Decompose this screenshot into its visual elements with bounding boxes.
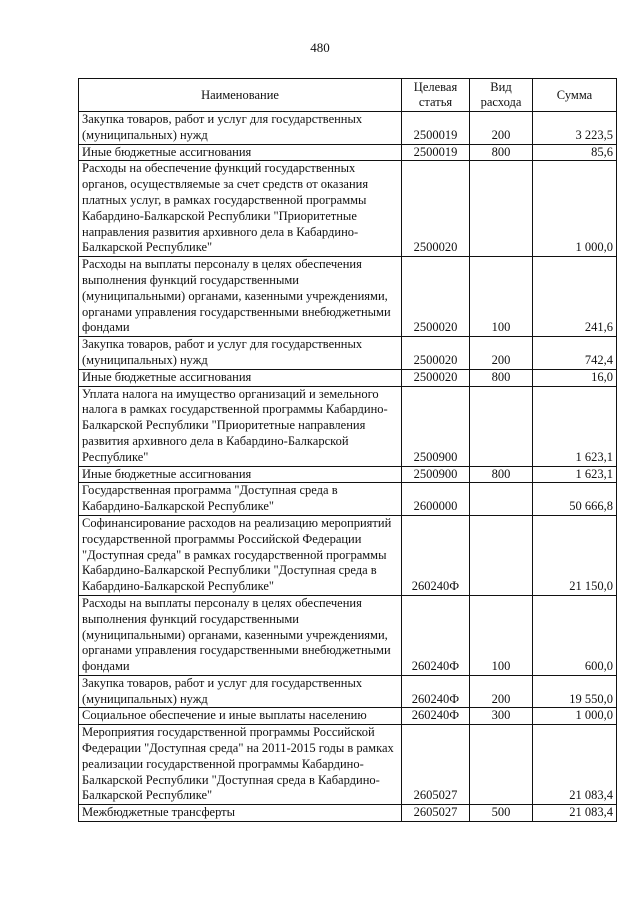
row-name: Софинансирование расходов на реализацию мероприятий государственной программы Российской Федерации "Доступная среда" в рамках государственной программы Кабардино-Балкарской Республики "Доступная среда в Кабардино-Балкарской Республике" — [79, 515, 402, 595]
row-name: Государственная программа "Доступная среда в Кабардино-Балкарской Республике" — [79, 483, 402, 516]
row-sum: 16,0 — [533, 369, 617, 386]
row-name: Социальное обеспечение и иные выплаты населению — [79, 708, 402, 725]
table-row — [79, 386, 617, 466]
table-row — [79, 161, 617, 257]
header-expense-type: Вид расхода — [470, 79, 533, 112]
table-header-row — [79, 79, 617, 112]
page-number: 480 — [310, 40, 330, 55]
row-expense-type: 800 — [470, 466, 533, 483]
row-name: Закупка товаров, работ и услуг для государственных (муниципальных) нужд — [79, 675, 402, 708]
header-sum: Сумма — [533, 79, 617, 112]
row-sum: 742,4 — [533, 337, 617, 370]
row-target-article: 2500019 — [402, 112, 470, 145]
row-expense-type: 300 — [470, 708, 533, 725]
row-name: Закупка товаров, работ и услуг для государственных (муниципальных) нужд — [79, 337, 402, 370]
row-expense-type: 200 — [470, 337, 533, 370]
row-sum: 1 623,1 — [533, 466, 617, 483]
row-expense-type — [470, 515, 533, 595]
table-row — [79, 675, 617, 708]
table-row — [79, 112, 617, 145]
table-row — [79, 257, 617, 337]
table-row — [79, 144, 617, 161]
row-name: Расходы на выплаты персоналу в целях обеспечения выполнения функций государственными (муниципальными) органами, казенными учреждениями, органами управления государственными внебюджетными фондами — [79, 595, 402, 675]
table-row — [79, 595, 617, 675]
table-row — [79, 515, 617, 595]
table-row — [79, 466, 617, 483]
row-sum: 85,6 — [533, 144, 617, 161]
row-target-article: 260240Ф — [402, 515, 470, 595]
row-expense-type — [470, 725, 533, 805]
row-target-article: 2500020 — [402, 161, 470, 257]
row-sum: 241,6 — [533, 257, 617, 337]
row-expense-type: 100 — [470, 595, 533, 675]
row-name: Расходы на выплаты персоналу в целях обеспечения выполнения функций государственными (муниципальными) органами, казенными учреждениями, органами управления государственными внебюджетными фондами — [79, 257, 402, 337]
row-sum: 21 083,4 — [533, 725, 617, 805]
row-name: Уплата налога на имущество организаций и земельного налога в рамках государственной программы Кабардино-Балкарской Республики "Приоритетные направления развития архивного дела в Кабардино-Балкарской Республике" — [79, 386, 402, 466]
header-target-article: Целевая статья — [402, 79, 470, 112]
row-name: Иные бюджетные ассигнования — [79, 369, 402, 386]
row-target-article: 2500019 — [402, 144, 470, 161]
table-row — [79, 337, 617, 370]
row-sum: 1 623,1 — [533, 386, 617, 466]
row-target-article: 260240Ф — [402, 675, 470, 708]
row-name: Расходы на обеспечение функций государственных органов, осуществляемые за счет средств от оказания платных услуг, в рамках государственной программы Кабардино-Балкарской Республики "Приоритетные направления развития архивного дела в Кабардино-Балкарской Республике" — [79, 161, 402, 257]
table-row — [79, 369, 617, 386]
row-expense-type: 800 — [470, 369, 533, 386]
row-target-article: 2500900 — [402, 386, 470, 466]
row-name: Иные бюджетные ассигнования — [79, 466, 402, 483]
row-sum: 50 666,8 — [533, 483, 617, 516]
row-name: Мероприятия государственной программы Российской Федерации "Доступная среда" на 2011-2015 годы в рамках реализации государственной программы Кабардино-Балкарской Республики "Доступная среда в Кабардино-Балкарской Республике" — [79, 725, 402, 805]
row-expense-type: 500 — [470, 805, 533, 822]
row-name: Закупка товаров, работ и услуг для государственных (муниципальных) нужд — [79, 112, 402, 145]
table-row — [79, 805, 617, 822]
row-target-article: 2500900 — [402, 466, 470, 483]
row-target-article: 2500020 — [402, 337, 470, 370]
row-expense-type — [470, 161, 533, 257]
row-target-article: 2500020 — [402, 369, 470, 386]
row-sum: 600,0 — [533, 595, 617, 675]
row-target-article: 260240Ф — [402, 595, 470, 675]
row-sum: 19 550,0 — [533, 675, 617, 708]
row-target-article: 2500020 — [402, 257, 470, 337]
header-name: Наименование — [79, 79, 402, 112]
row-expense-type: 100 — [470, 257, 533, 337]
budget-table — [78, 78, 617, 822]
row-expense-type — [470, 483, 533, 516]
row-name: Межбюджетные трансферты — [79, 805, 402, 822]
row-sum: 1 000,0 — [533, 161, 617, 257]
row-name: Иные бюджетные ассигнования — [79, 144, 402, 161]
table-row — [79, 483, 617, 516]
row-sum: 21 083,4 — [533, 805, 617, 822]
table-row — [79, 725, 617, 805]
row-expense-type — [470, 386, 533, 466]
row-expense-type: 200 — [470, 675, 533, 708]
row-target-article: 2605027 — [402, 725, 470, 805]
row-sum: 1 000,0 — [533, 708, 617, 725]
row-sum: 21 150,0 — [533, 515, 617, 595]
row-target-article: 2600000 — [402, 483, 470, 516]
row-sum: 3 223,5 — [533, 112, 617, 145]
table-row — [79, 708, 617, 725]
row-expense-type: 200 — [470, 112, 533, 145]
row-target-article: 260240Ф — [402, 708, 470, 725]
row-expense-type: 800 — [470, 144, 533, 161]
row-target-article: 2605027 — [402, 805, 470, 822]
